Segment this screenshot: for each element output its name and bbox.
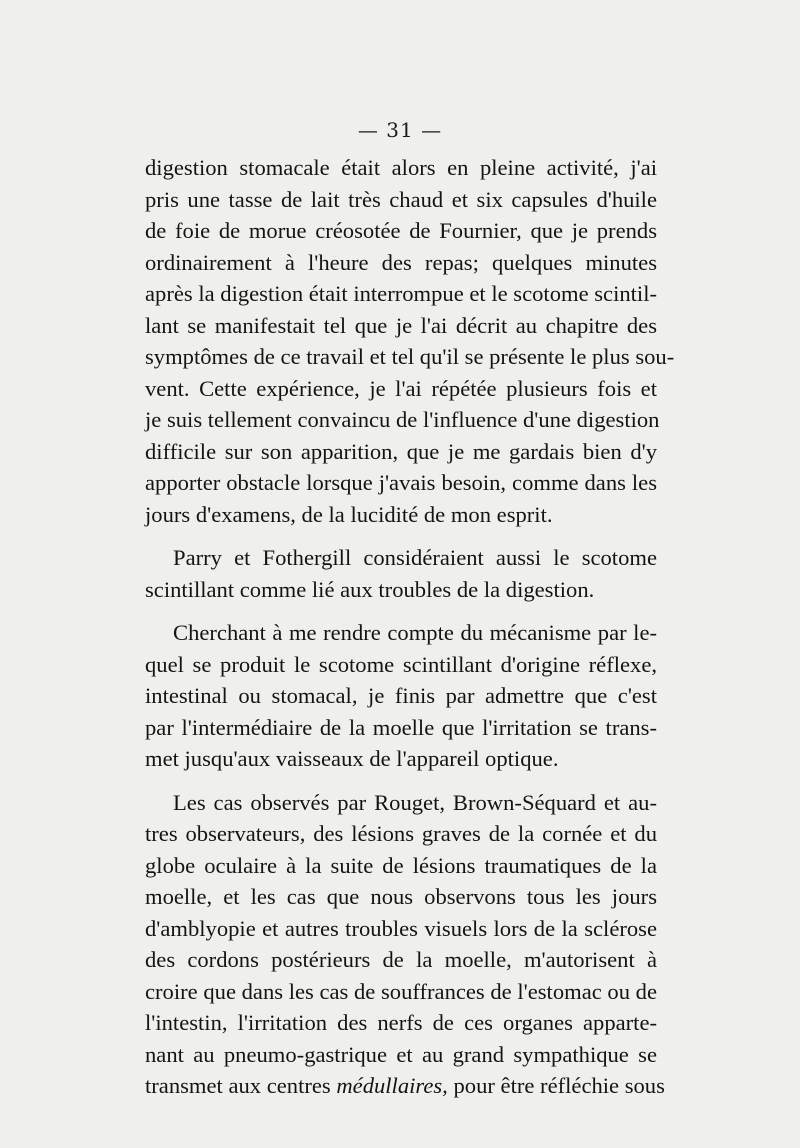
text-line: digestion stomacale était alors en pleine activité, j'ai	[145, 155, 657, 180]
text-line: par l'intermédiaire de la moelle que l'irritation se trans-	[145, 714, 657, 740]
text-line: nant au pneumo-gastrique et au grand sympathique se	[145, 1041, 657, 1067]
text-line: intestinal ou stomacal, je finis par admettre que c'est	[145, 683, 657, 708]
final-line-before: transmet aux centres	[145, 1073, 337, 1098]
text-line: ordinairement à l'heure des repas; quelques minutes	[145, 249, 657, 275]
text-line: Les cas observés par Rouget, Brown-Séquard et au-	[173, 789, 657, 815]
paragraph-3	[145, 617, 657, 775]
text-line: Parry et Fothergill considéraient aussi le scotome	[173, 545, 657, 570]
paragraph-2	[145, 542, 657, 605]
page-number: — 31 —	[357, 118, 443, 142]
text-line: jours d'examens, de la lucidité de mon esprit.	[145, 501, 553, 527]
paragraph-1	[145, 152, 675, 530]
text-line: pris une tasse de lait très chaud et six capsules d'huile	[145, 186, 657, 212]
text-line: tres observateurs, des lésions graves de la cornée et du	[145, 821, 657, 846]
text-line: scintillant comme lié aux troubles de la digestion.	[145, 576, 595, 602]
text-line: des cordons postérieurs de la moelle, m'autorisent à	[145, 947, 657, 972]
text-line: apporter obstacle lorsque j'avais besoin, comme dans les	[145, 470, 657, 495]
text-line: moelle, et les cas que nous observons tous les jours	[145, 884, 657, 909]
text-line: d'amblyopie et autres troubles visuels lors de la sclérose	[145, 915, 657, 941]
text-line: je suis tellement convaincu de l'influence d'une digestion	[145, 407, 660, 432]
text-line: croire que dans les cas de souffrances de l'estomac ou de	[145, 978, 657, 1004]
text-line: après la digestion était interrompue et le scotome scintil-	[145, 281, 657, 306]
text-line-final	[145, 1070, 665, 1102]
final-line-italic: médullaires,	[336, 1073, 448, 1098]
paragraph-4	[145, 787, 665, 1102]
text-line: quel se produit le scotome scintillant d'origine réflexe,	[145, 651, 657, 677]
text-line: Cherchant à me rendre compte du mécanisme par le-	[173, 620, 657, 645]
text-line: difficile sur son apparition, que je me gardais bien d'y	[145, 438, 657, 464]
text-line: de foie de morue créosotée de Fournier, que je prends	[145, 218, 657, 243]
text-line: vent. Cette expérience, je l'ai répétée plusieurs fois et	[145, 375, 657, 401]
text-line: globe oculaire à la suite de lésions traumatiques de la	[145, 852, 657, 878]
body-text	[145, 152, 675, 1102]
text-line: symptômes de ce travail et tel qu'il se présente le plus sou-	[145, 344, 675, 369]
text-line: l'intestin, l'irritation des nerfs de ces organes apparte-	[145, 1010, 657, 1035]
text-line: met jusqu'aux vaisseaux de l'appareil optique.	[145, 746, 559, 771]
final-line-after: pour être réfléchie sous	[447, 1073, 665, 1098]
text-line: lant se manifestait tel que je l'ai décrit au chapitre des	[145, 312, 657, 338]
